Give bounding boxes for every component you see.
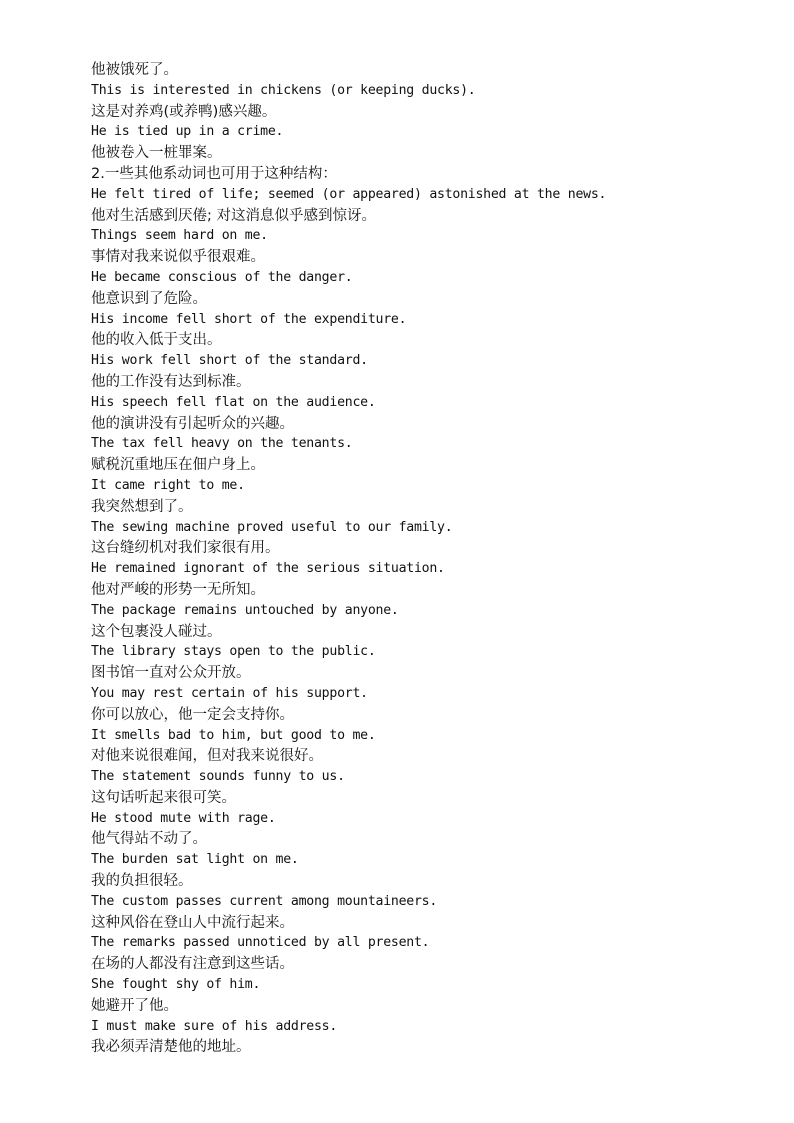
english-sentence: The remarks passed unnoticed by all present. (91, 935, 430, 951)
chinese-translation: 图书馆一直对公众开放。 (91, 665, 251, 682)
chinese-translation: 这种风俗在登山人中流行起来。 (91, 914, 294, 931)
chinese-translation: 对他来说很难闻，但对我来说很好。 (91, 748, 323, 765)
chinese-translation: 我突然想到了。 (91, 498, 193, 515)
english-sentence: It came right to me. (91, 477, 245, 493)
english-sentence: The custom passes current among mountaineers. (91, 893, 438, 909)
english-sentence: Things seem hard on me. (91, 228, 268, 244)
chinese-translation: 这台缝纫机对我们家很有用。 (91, 540, 280, 557)
english-sentence: His speech fell flat on the audience. (91, 394, 376, 410)
chinese-translation: 事情对我来说似乎很艰难。 (91, 249, 265, 266)
chinese-translation: 他对生活感到厌倦; 对这消息似乎感到惊讶。 (91, 207, 376, 224)
english-sentence: The statement sounds funny to us. (91, 769, 345, 785)
chinese-translation: 赋税沉重地压在佃户身上。 (91, 457, 265, 474)
english-sentence: The package remains untouched by anyone. (91, 602, 399, 618)
english-sentence: It smells bad to him, but good to me. (91, 727, 376, 743)
chinese-translation: 这个包裹没人碰过。 (91, 623, 222, 640)
chinese-translation: 他意识到了危险。 (91, 290, 207, 307)
chinese-translation: 你可以放心，他一定会支持你。 (91, 706, 294, 723)
english-sentence: The sewing machine proved useful to our family. (91, 519, 453, 535)
chinese-translation: 他的收入低于支出。 (91, 332, 222, 349)
english-sentence: His income fell short of the expenditure. (91, 311, 407, 327)
english-sentence: His work fell short of the standard. (91, 353, 368, 369)
english-sentence: The library stays open to the public. (91, 644, 376, 660)
chinese-translation: 他的演讲没有引起听众的兴趣。 (91, 415, 294, 432)
chinese-translation: 她避开了他。 (91, 997, 178, 1014)
english-sentence: The burden sat light on me. (91, 852, 299, 868)
english-sentence: He felt tired of life; seemed (or appeared) astonished at the news. (91, 186, 607, 202)
chinese-translation: 他的工作没有达到标准。 (91, 373, 251, 390)
chinese-translation: 这句话听起来很可笑。 (91, 789, 236, 806)
english-sentence: He is tied up in a crime. (91, 124, 284, 140)
english-sentence: I must make sure of his address. (91, 1018, 338, 1034)
english-sentence: He remained ignorant of the serious situation. (91, 561, 445, 577)
chinese-translation: 2.一些其他系动词也可用于这种结构： (91, 165, 337, 182)
chinese-translation: 这是对养鸡(或养鸭)感兴趣。 (91, 103, 277, 120)
english-sentence: She fought shy of him. (91, 977, 261, 993)
english-sentence: He stood mute with rage. (91, 810, 276, 826)
english-sentence: He became conscious of the danger. (91, 269, 353, 285)
english-sentence: The tax fell heavy on the tenants. (91, 436, 353, 452)
english-sentence: This is interested in chickens (or keeping ducks). (91, 82, 476, 98)
english-sentence: You may rest certain of his support. (91, 685, 368, 701)
chinese-translation: 他对严峻的形势一无所知。 (91, 581, 265, 598)
chinese-translation: 我必须弄清楚他的地址。 (91, 1039, 251, 1056)
chinese-translation: 他气得站不动了。 (91, 831, 207, 848)
document-page (91, 60, 751, 1058)
chinese-translation: 在场的人都没有注意到这些话。 (91, 956, 294, 973)
chinese-translation: 他被卷入一桩罪案。 (91, 145, 222, 162)
chinese-translation: 我的负担很轻。 (91, 873, 193, 890)
chinese-translation: 他被饿死了。 (91, 62, 178, 78)
